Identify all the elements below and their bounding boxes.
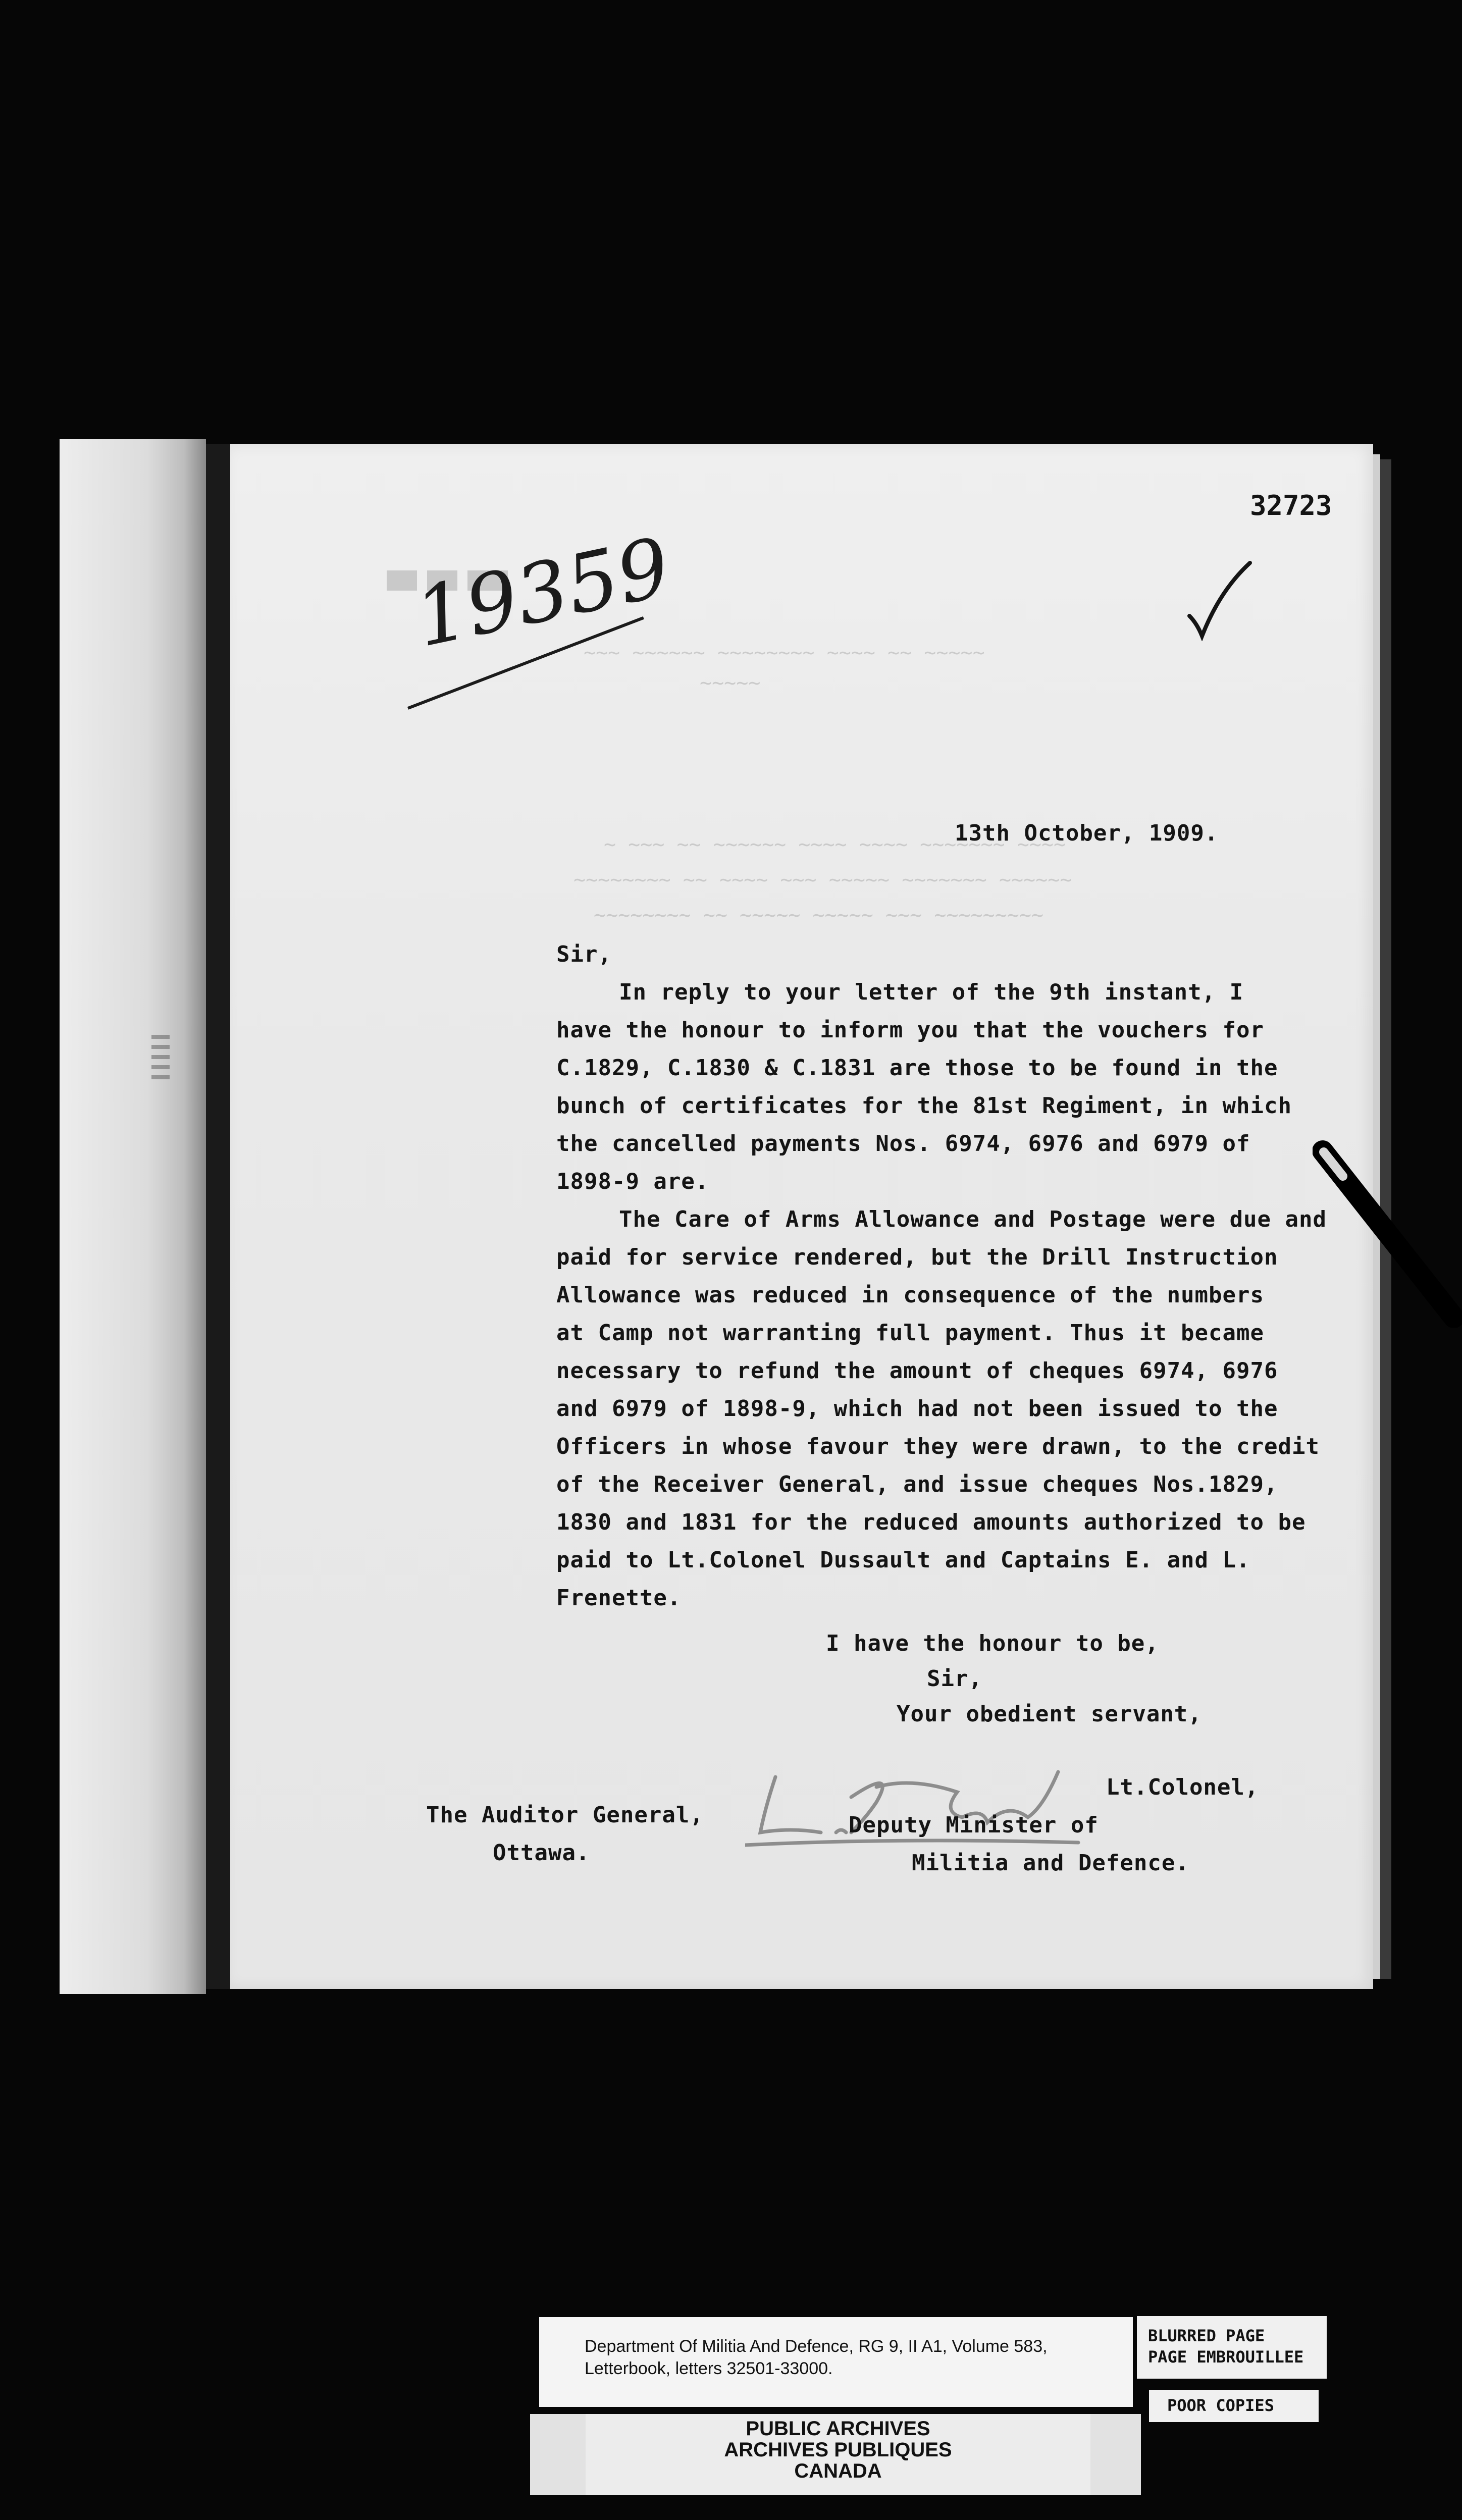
body-line: 1898-9 are. [556, 1169, 709, 1194]
blurred-page-label [1137, 2316, 1327, 2379]
bleed-through-text: ~~~~~ [700, 671, 761, 695]
body-line: The Care of Arms Allowance and Postage were due and [619, 1206, 1327, 1232]
body-line: of the Receiver General, and issue cheques Nos.1829, [556, 1472, 1278, 1497]
body-line: at Camp not warranting full payment. Thus it became [556, 1320, 1265, 1346]
body-line: paid for service rendered, but the Drill Instruction [556, 1244, 1278, 1270]
addressee-line: The Auditor General, [426, 1802, 704, 1828]
bleed-through-text: ~ ~~~ ~~ ~~~~~~ ~~~~ ~~~~ ~~~~~~~ ~~~~ [604, 833, 1066, 856]
closing-line: I have the honour to be, [826, 1631, 1159, 1656]
closing-line: Your obedient servant, [897, 1701, 1202, 1727]
citation-line: Department Of Militia And Defence, RG 9, II A1, Volume 583, [585, 2337, 1048, 2356]
archives-line: PUBLIC ARCHIVES [746, 2418, 930, 2440]
left-page-edge [60, 439, 206, 1994]
pen-image [1313, 1136, 1462, 1328]
body-line: In reply to your letter of the 9th instant, I [619, 979, 1244, 1005]
salutation: Sir, [556, 941, 612, 967]
addressee-line: Ottawa. [493, 1840, 590, 1866]
signer-title-line: Militia and Defence. [912, 1850, 1189, 1876]
body-line: Officers in whose favour they were drawn, to the credit [556, 1434, 1320, 1459]
signer-rank: Lt.Colonel, [1106, 1774, 1259, 1800]
letter-number: 32723 [1250, 490, 1332, 521]
bleed-through-text: ~~~~~~~~ ~~ ~~~~~ ~~~~~ ~~~ ~~~~~~~~~ [594, 904, 1044, 927]
bleed-through-text: ~~~~~~~~ ~~ ~~~~ ~~~ ~~~~~ ~~~~~~~ ~~~~~~ [573, 868, 1072, 891]
left-page-marks [151, 1035, 170, 1080]
book-spine [206, 444, 230, 1989]
body-line: necessary to refund the amount of cheques 6974, 6976 [556, 1358, 1278, 1384]
body-line: the cancelled payments Nos. 6974, 6976 and 6979 of [556, 1131, 1250, 1157]
citation-line: Letterbook, letters 32501-33000. [585, 2359, 833, 2378]
citation-label [539, 2317, 1133, 2407]
body-line: Frenette. [556, 1585, 682, 1611]
body-line: have the honour to inform you that the vouchers for [556, 1017, 1265, 1043]
blurred-line: PAGE EMBROUILLEE [1148, 2347, 1304, 2367]
poor-copies-label: POOR COPIES [1149, 2390, 1319, 2422]
handwritten-file-number: 19359 [407, 519, 678, 665]
archives-line: CANADA [794, 2460, 882, 2482]
bleed-through-text: ~~~ ~~~~~~ ~~~~~~~~ ~~~~ ~~ ~~~~~ [584, 641, 985, 664]
signature-image [745, 1757, 1099, 1853]
archives-label [586, 2414, 1090, 2495]
body-line: and 6979 of 1898-9, which had not been issued to the [556, 1396, 1278, 1422]
body-line: bunch of certificates for the 81st Regiment, in which [556, 1093, 1292, 1119]
signer-title-line: Deputy Minister of [849, 1812, 1099, 1838]
archives-line: ARCHIVES PUBLIQUES [724, 2439, 952, 2461]
checkmark-icon [1184, 560, 1255, 641]
closing-line: Sir, [927, 1666, 982, 1692]
body-line: 1830 and 1831 for the reduced amounts authorized to be [556, 1509, 1306, 1535]
body-line: C.1829, C.1830 & C.1831 are those to be found in the [556, 1055, 1278, 1081]
blurred-line: BLURRED PAGE [1148, 2326, 1265, 2345]
letter-date: 13th October, 1909. [955, 820, 1219, 846]
body-line: Allowance was reduced in consequence of the numbers [556, 1282, 1265, 1308]
letter-page [230, 444, 1373, 1989]
body-line: paid to Lt.Colonel Dussault and Captains E. and L. [556, 1547, 1250, 1573]
